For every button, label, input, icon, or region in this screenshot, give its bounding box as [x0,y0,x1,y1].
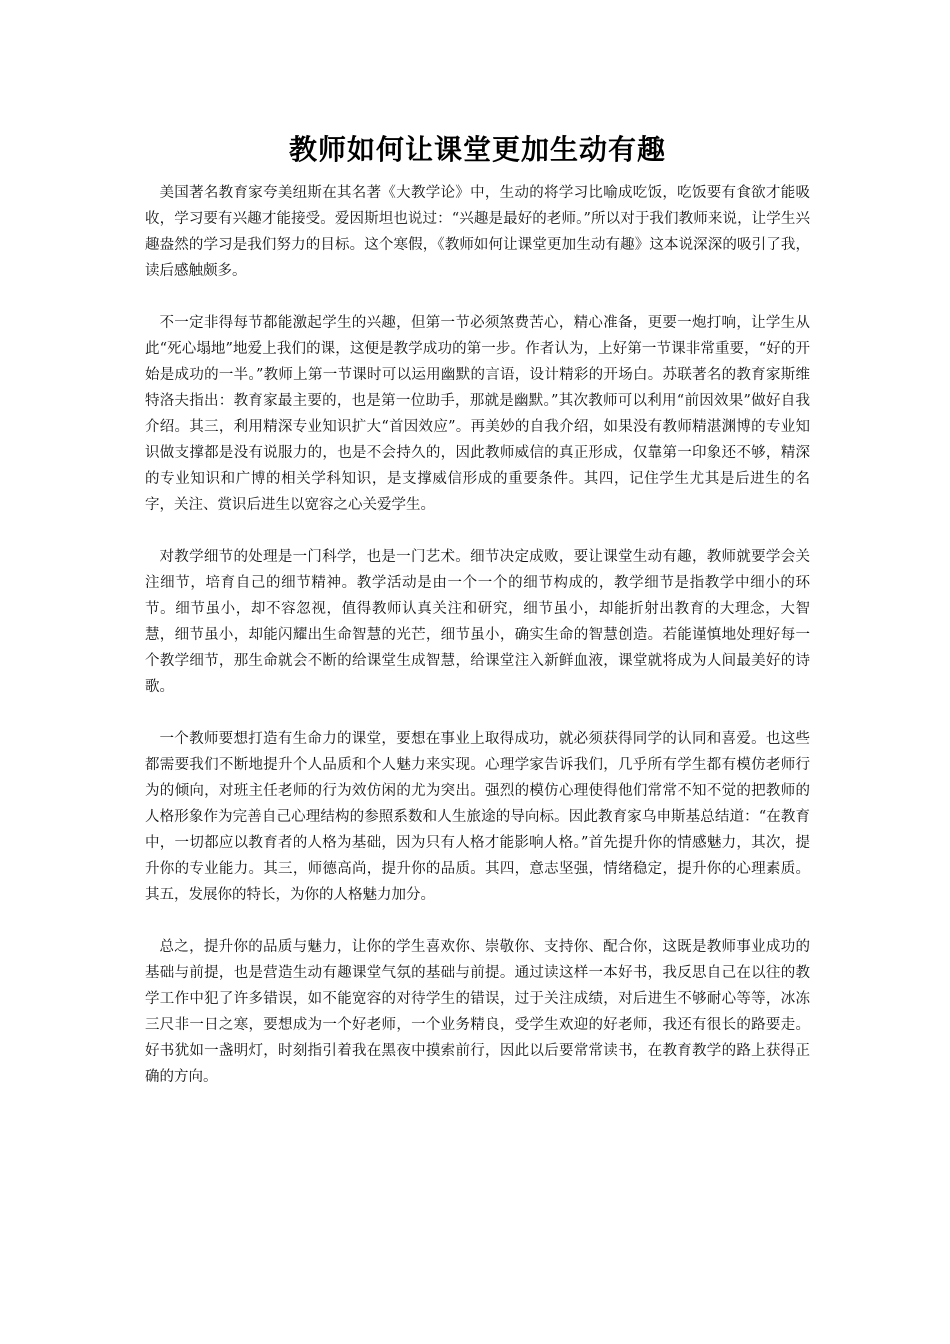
paragraph-3: 对教学细节的处理是一门科学，也是一门艺术。细节决定成败，要让课堂生动有趣，教师就要学会关注细节，培育自己的细节精神。教学活动是由一个一个的细节构成的，教学细节是指教学中细小的环节。细节虽小，却不容忽视，值得教师认真关注和研究，细节虽小，却能折射出教育的大理念，大智慧，细节虽小，却能闪耀出生命智慧的光芒，细节虽小，确实生命的智慧创造。若能谨慎地处理好每一个教学细节，那生命就会不断的给课堂生成智慧，给课堂注入新鲜血液，课堂就将成为人间最美好的诗歌。 [145,549,810,695]
document-title: 教师如何让课堂更加生动有趣 [288,133,666,166]
document-page [145,128,810,1116]
paragraph-5: 总之，提升你的品质与魅力，让你的学生喜欢你、崇敬你、支持你、配合你，这既是教师事业成功的基础与前提，也是营造生动有趣课堂气氛的基础与前提。通过读这样一本好书，我反思自己在以往的教学工作中犯了许多错误，如不能宽容的对待学生的错误，过于关注成绩，对后进生不够耐心等等，冰冻三尺非一日之寒，要想成为一个好老师，一个业务精良，受学生欢迎的好老师，我还有很长的路要走。好书犹如一盏明灯，时刻指引着我在黑夜中摸索前行，因此以后要常常读书，在教育教学的路上获得正确的方向。 [145,939,810,1085]
paragraph-2: 不一定非得每节都能激起学生的兴趣，但第一节必须煞费苦心，精心准备，更要一炮打响，让学生从此“死心塌地”地爱上我们的课，这便是教学成功的第一步。作者认为，上好第一节课非常重要，“好的开始是成功的一半。”教师上第一节课时可以运用幽默的言语，设计精彩的开场白。苏联著名的教育家斯维特洛夫指出：教育家最主要的，也是第一位助手，那就是幽默。”其次教师可以利用“前因效果”做好自我介绍。其三，利用精深专业知识扩大“首因效应”。再美妙的自我介绍，如果没有教师精湛渊博的专业知识做支撑都是没有说服力的，也是不会持久的，因此教师威信的真正形成，仅靠第一印象还不够，精深的专业知识和广博的相关学科知识，是支撑威信形成的重要条件。其四，记住学生尤其是后进生的名字，关注、赏识后进生以宽容之心关爱学生。 [145,315,810,513]
paragraph-4: 一个教师要想打造有生命力的课堂，要想在事业上取得成功，就必须获得同学的认同和喜爱。也这些都需要我们不断地提升个人品质和个人魅力来实现。心理学家告诉我们，几乎所有学生都有模仿老师行为的倾向，对班主任老师的行为效仿闲的尤为突出。强烈的模仿心理使得他们常常不知不觉的把教师的人格形象作为完善自己心理结构的参照系数和人生旅途的导向标。因此教育家乌申斯基总结道：“在教育中，一切都应以教育者的人格为基础，因为只有人格才能影响人格。”首先提升你的情感魅力，其次，提升你的专业能力。其三，师德高尚，提升你的品质。其四，意志坚强，情绪稳定，提升你的心理素质。其五，发展你的特长，为你的人格魅力加分。 [145,731,810,903]
paragraph-1: 美国著名教育家夸美纽斯在其名著《大教学论》中，生动的将学习比喻成吃饭，吃饭要有食欲才能吸收，学习要有兴趣才能接受。爱因斯坦也说过：“兴趣是最好的老师。”所以对于我们教师来说，让学生兴趣盎然的学习是我们努力的目标。这个寒假，《教师如何让课堂更加生动有趣》这本说深深的吸引了我，读后感触颇多。 [145,185,810,279]
